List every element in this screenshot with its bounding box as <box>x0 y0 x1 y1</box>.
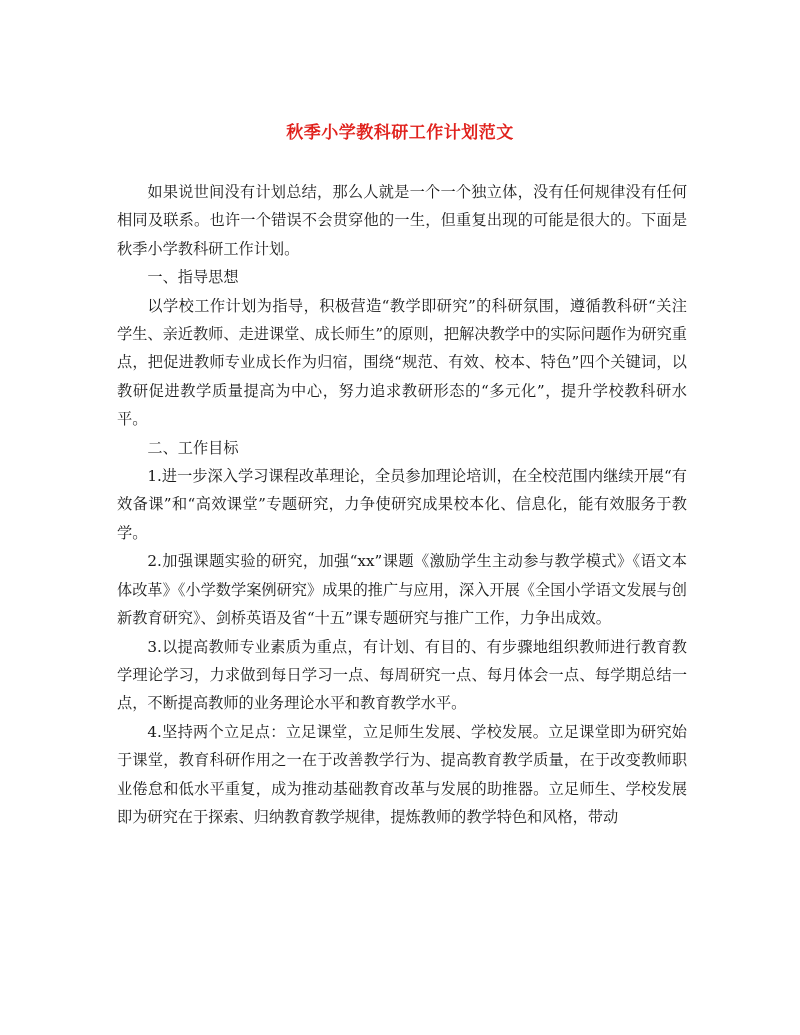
paragraph-goal-2: 2.加强课题实验的研究，加强“xx”课题《激励学生主动参与教学模式》《语文本体改革》《小学数学案例研究》成果的推广与应用，深入开展《全国小学语文发展与创新教育研究》、剑桥英语及省“十五”课专题研究与推广工作，力争出成效。 <box>117 552 687 628</box>
document-body <box>117 178 687 831</box>
heading-guiding-ideology: 一、指导思想 <box>147 268 239 287</box>
heading-work-goals: 二、工作目标 <box>147 438 239 457</box>
document-title: 秋季小学教科研工作计划范文 <box>286 123 514 143</box>
paragraph-intro: 如果说世间没有计划总结，那么人就是一个一个独立体，没有任何规律没有任何相同及联系。也许一个错误不会贯穿他的一生，但重复出现的可能是很大的。下面是秋季小学教科研工作计划。 <box>117 183 687 258</box>
paragraph-goal-4: 4.坚持两个立足点：立足课堂，立足师生发展、学校发展。立足课堂即为研究始于课堂，教育科研作用之一在于改善教学行为、提高教育教学质量，在于改变教师职业倦怠和低水平重复，成为推动基础教育改革与发展的助推器。立足师生、学校发展即为研究在于探索、归纳教育教学规律，提炼教师的教学特色和风格，带动 <box>117 722 687 826</box>
paragraph-goal-1: 1.进一步深入学习课程改革理论，全员参加理论培训，在全校范围内继续开展“有效备课”和“高效课堂”专题研究，力争使研究成果校本化、信息化，能有效服务于教学。 <box>117 467 687 542</box>
paragraph-goal-3: 3.以提高教师专业素质为重点，有计划、有目的、有步骤地组织教师进行教育教学理论学习，力求做到每日学习一点、每周研究一点、每月体会一点、每学期总结一点，不断提高教师的业务理论水平和教育教学水平。 <box>117 637 687 713</box>
paragraph-guiding-ideology: 以学校工作计划为指导，积极营造“教学即研究”的科研氛围，遵循教科研“关注学生、亲近教师、走进课堂、成长师生”的原则，把解决教学中的实际问题作为研究重点，把促进教师专业成长作为归宿，围绕“规范、有效、校本、特色”四个关键词，以教研促进教学质量提高为中心，努力追求教研形态的“多元化”，提升学校教科研水平。 <box>117 296 687 429</box>
